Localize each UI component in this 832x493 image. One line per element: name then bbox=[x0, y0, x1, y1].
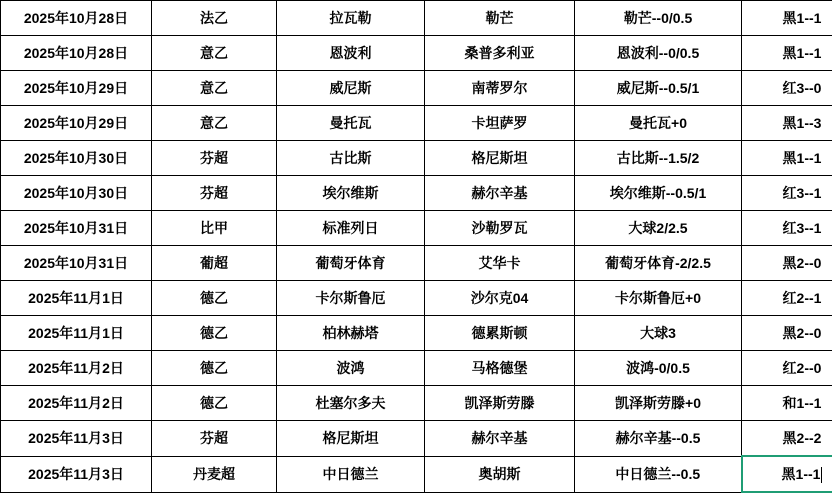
cell-league[interactable]: 德乙 bbox=[152, 281, 277, 316]
cell-handicap[interactable]: 凯泽斯劳滕+0 bbox=[575, 386, 742, 421]
cell-away[interactable]: 勒芒 bbox=[425, 1, 575, 36]
cell-league[interactable]: 比甲 bbox=[152, 211, 277, 246]
cell-away[interactable]: 奥胡斯 bbox=[425, 456, 575, 492]
table-body bbox=[1, 1, 832, 493]
cell-date[interactable]: 2025年10月30日 bbox=[1, 176, 152, 211]
cell-date[interactable]: 2025年11月1日 bbox=[1, 316, 152, 351]
cell-date[interactable]: 2025年11月2日 bbox=[1, 386, 152, 421]
cell-result[interactable]: 红2--1 bbox=[742, 281, 832, 316]
cell-home[interactable]: 古比斯 bbox=[277, 141, 425, 176]
cell-result[interactable]: 黑1--1 bbox=[742, 36, 832, 71]
cell-league[interactable]: 德乙 bbox=[152, 386, 277, 421]
cell-result[interactable]: 黑2--2 bbox=[742, 421, 832, 457]
cell-league[interactable]: 德乙 bbox=[152, 351, 277, 386]
cell-league[interactable]: 意乙 bbox=[152, 36, 277, 71]
cell-away[interactable]: 艾华卡 bbox=[425, 246, 575, 281]
cell-date[interactable]: 2025年10月30日 bbox=[1, 141, 152, 176]
table-row bbox=[1, 211, 832, 246]
cell-away[interactable]: 南蒂罗尔 bbox=[425, 71, 575, 106]
cell-result[interactable]: 红2--0 bbox=[742, 351, 832, 386]
cell-home[interactable]: 拉瓦勒 bbox=[277, 1, 425, 36]
cell-result[interactable]: 红3--1 bbox=[742, 176, 832, 211]
cell-result[interactable]: 红3--0 bbox=[742, 71, 832, 106]
cell-home[interactable]: 格尼斯坦 bbox=[277, 421, 425, 457]
cell-home[interactable]: 标准列日 bbox=[277, 211, 425, 246]
cell-home[interactable]: 曼托瓦 bbox=[277, 106, 425, 141]
table-row bbox=[1, 386, 832, 421]
cell-handicap[interactable]: 勒芒--0/0.5 bbox=[575, 1, 742, 36]
cell-away[interactable]: 马格德堡 bbox=[425, 351, 575, 386]
cell-handicap[interactable]: 中日德兰--0.5 bbox=[575, 456, 742, 492]
cell-date[interactable]: 2025年10月29日 bbox=[1, 71, 152, 106]
cell-home[interactable]: 柏林赫塔 bbox=[277, 316, 425, 351]
cell-handicap[interactable]: 威尼斯--0.5/1 bbox=[575, 71, 742, 106]
table-row bbox=[1, 421, 832, 457]
table-row bbox=[1, 71, 832, 106]
table-row bbox=[1, 351, 832, 386]
table-row bbox=[1, 106, 832, 141]
cell-away[interactable]: 赫尔辛基 bbox=[425, 176, 575, 211]
cell-result[interactable]: 黑1--1 bbox=[742, 141, 832, 176]
cell-away[interactable]: 沙尔克04 bbox=[425, 281, 575, 316]
cell-away[interactable]: 卡坦萨罗 bbox=[425, 106, 575, 141]
cell-away[interactable]: 沙勒罗瓦 bbox=[425, 211, 575, 246]
table-row bbox=[1, 1, 832, 36]
cell-handicap[interactable]: 大球3 bbox=[575, 316, 742, 351]
cell-date[interactable]: 2025年11月3日 bbox=[1, 456, 152, 492]
cell-home[interactable]: 葡萄牙体育 bbox=[277, 246, 425, 281]
cell-handicap[interactable]: 赫尔辛基--0.5 bbox=[575, 421, 742, 457]
table-row bbox=[1, 176, 832, 211]
cell-date[interactable]: 2025年11月2日 bbox=[1, 351, 152, 386]
cell-handicap[interactable]: 曼托瓦+0 bbox=[575, 106, 742, 141]
cell-date[interactable]: 2025年10月28日 bbox=[1, 1, 152, 36]
cell-handicap[interactable]: 埃尔维斯--0.5/1 bbox=[575, 176, 742, 211]
cell-date[interactable]: 2025年10月28日 bbox=[1, 36, 152, 71]
cell-handicap[interactable]: 恩波利--0/0.5 bbox=[575, 36, 742, 71]
cell-result[interactable]: 黑2--0 bbox=[742, 316, 832, 351]
cell-away[interactable]: 格尼斯坦 bbox=[425, 141, 575, 176]
table-row bbox=[1, 36, 832, 71]
cell-handicap[interactable]: 葡萄牙体育-2/2.5 bbox=[575, 246, 742, 281]
text-caret bbox=[821, 467, 822, 483]
table-row bbox=[1, 316, 832, 351]
cell-result[interactable]: 红3--1 bbox=[742, 211, 832, 246]
cell-handicap[interactable]: 波鸿-0/0.5 bbox=[575, 351, 742, 386]
cell-away[interactable]: 凯泽斯劳滕 bbox=[425, 386, 575, 421]
cell-date[interactable]: 2025年10月31日 bbox=[1, 211, 152, 246]
cell-result[interactable]: 黑1--1 bbox=[742, 1, 832, 36]
cell-league[interactable]: 法乙 bbox=[152, 1, 277, 36]
cell-date[interactable]: 2025年10月29日 bbox=[1, 106, 152, 141]
cell-league[interactable]: 葡超 bbox=[152, 246, 277, 281]
cell-league[interactable]: 芬超 bbox=[152, 141, 277, 176]
cell-date[interactable]: 2025年11月1日 bbox=[1, 281, 152, 316]
table-row bbox=[1, 281, 832, 316]
cell-away[interactable]: 桑普多利亚 bbox=[425, 36, 575, 71]
cell-home[interactable]: 中日德兰 bbox=[277, 456, 425, 492]
cell-league[interactable]: 德乙 bbox=[152, 316, 277, 351]
cell-result[interactable]: 黑1--3 bbox=[742, 106, 832, 141]
cell-result[interactable]: 黑1--1 bbox=[742, 456, 832, 492]
cell-league[interactable]: 意乙 bbox=[152, 71, 277, 106]
cell-home[interactable]: 威尼斯 bbox=[277, 71, 425, 106]
cell-league[interactable]: 芬超 bbox=[152, 421, 277, 457]
cell-home[interactable]: 恩波利 bbox=[277, 36, 425, 71]
cell-home[interactable]: 杜塞尔多夫 bbox=[277, 386, 425, 421]
cell-home[interactable]: 波鸿 bbox=[277, 351, 425, 386]
cell-away[interactable]: 德累斯顿 bbox=[425, 316, 575, 351]
cell-away[interactable]: 赫尔辛基 bbox=[425, 421, 575, 457]
cell-handicap[interactable]: 大球2/2.5 bbox=[575, 211, 742, 246]
cell-league[interactable]: 意乙 bbox=[152, 106, 277, 141]
cell-handicap[interactable]: 古比斯--1.5/2 bbox=[575, 141, 742, 176]
table-row bbox=[1, 456, 832, 492]
cell-home[interactable]: 埃尔维斯 bbox=[277, 176, 425, 211]
cell-home[interactable]: 卡尔斯鲁厄 bbox=[277, 281, 425, 316]
cell-date[interactable]: 2025年11月3日 bbox=[1, 421, 152, 457]
cell-league[interactable]: 芬超 bbox=[152, 176, 277, 211]
cell-league[interactable]: 丹麦超 bbox=[152, 456, 277, 492]
cell-result[interactable]: 和1--1 bbox=[742, 386, 832, 421]
table-row bbox=[1, 141, 832, 176]
cell-handicap[interactable]: 卡尔斯鲁厄+0 bbox=[575, 281, 742, 316]
table-row bbox=[1, 246, 832, 281]
cell-result[interactable]: 黑2--0 bbox=[742, 246, 832, 281]
cell-date[interactable]: 2025年10月31日 bbox=[1, 246, 152, 281]
